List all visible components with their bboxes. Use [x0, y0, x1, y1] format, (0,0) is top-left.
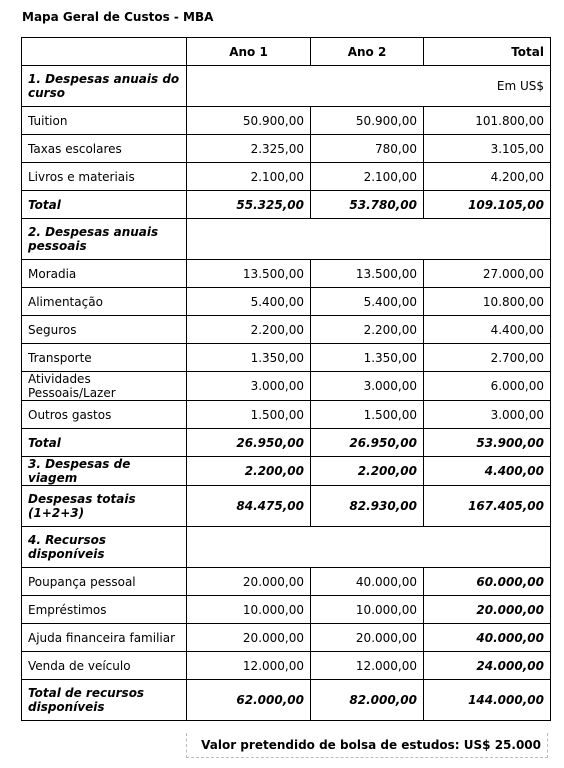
row-year2: 40.000,00 [311, 568, 424, 596]
table-row [22, 107, 551, 135]
total-year1: 26.950,00 [187, 429, 311, 457]
grand-total-year2: 82.930,00 [311, 486, 424, 527]
total-label: Total [22, 191, 187, 219]
header-total: Total [424, 38, 551, 66]
table-row [22, 316, 551, 344]
grand-total-label: Despesas totais (1+2+3) [22, 486, 187, 527]
row-year2: 1.350,00 [311, 344, 424, 372]
total-label: Total de recursos disponíveis [22, 680, 187, 721]
section-4-header [22, 527, 551, 568]
table-row [22, 163, 551, 191]
row-total: 3.000,00 [424, 401, 551, 429]
section-1-label: 1. Despesas anuais do curso [22, 66, 187, 107]
total-year2: 53.780,00 [311, 191, 424, 219]
row-year2: 3.000,00 [311, 372, 424, 401]
table-row [22, 652, 551, 680]
row-label: Taxas escolares [22, 135, 187, 163]
table-row [22, 596, 551, 624]
section-3-year1: 2.200,00 [187, 457, 311, 486]
row-label: Alimentação [22, 288, 187, 316]
table-row [22, 260, 551, 288]
section-3-row [22, 457, 551, 486]
row-year1: 5.400,00 [187, 288, 311, 316]
header-year2: Ano 2 [311, 38, 424, 66]
row-label: Transporte [22, 344, 187, 372]
section-2-blank [187, 219, 551, 260]
row-year2: 13.500,00 [311, 260, 424, 288]
section-1-header [22, 66, 551, 107]
header-row [22, 38, 551, 66]
section-4-label: 4. Recursos disponíveis [22, 527, 187, 568]
row-label: Livros e materiais [22, 163, 187, 191]
section-2-total-row [22, 429, 551, 457]
table-row [22, 344, 551, 372]
scholarship-amount: Valor pretendido de bolsa de estudos: US$ 25.000 [186, 733, 548, 758]
row-year1: 3.000,00 [187, 372, 311, 401]
row-year1: 20.000,00 [187, 624, 311, 652]
table-row [22, 372, 551, 401]
currency-note: Em US$ [187, 66, 551, 107]
section-4-total-row [22, 680, 551, 721]
row-total: 2.700,00 [424, 344, 551, 372]
row-total: 24.000,00 [424, 652, 551, 680]
total-year1: 55.325,00 [187, 191, 311, 219]
total-total: 109.105,00 [424, 191, 551, 219]
row-year1: 2.100,00 [187, 163, 311, 191]
section-2-header [22, 219, 551, 260]
section-3-total: 4.400,00 [424, 457, 551, 486]
table-row [22, 135, 551, 163]
header-year1: Ano 1 [187, 38, 311, 66]
row-year2: 1.500,00 [311, 401, 424, 429]
row-label: Tuition [22, 107, 187, 135]
row-label: Outros gastos [22, 401, 187, 429]
row-year2: 780,00 [311, 135, 424, 163]
row-year1: 2.200,00 [187, 316, 311, 344]
table-row [22, 401, 551, 429]
row-label: Venda de veículo [22, 652, 187, 680]
row-total: 27.000,00 [424, 260, 551, 288]
row-total: 101.800,00 [424, 107, 551, 135]
row-year1: 50.900,00 [187, 107, 311, 135]
row-year1: 12.000,00 [187, 652, 311, 680]
row-total: 6.000,00 [424, 372, 551, 401]
row-year2: 20.000,00 [311, 624, 424, 652]
row-label: Moradia [22, 260, 187, 288]
grand-total-year1: 84.475,00 [187, 486, 311, 527]
row-total: 3.105,00 [424, 135, 551, 163]
row-total: 4.200,00 [424, 163, 551, 191]
total-total: 144.000,00 [424, 680, 551, 721]
row-total: 20.000,00 [424, 596, 551, 624]
section-4-blank [187, 527, 551, 568]
row-year2: 2.200,00 [311, 316, 424, 344]
section-2-label: 2. Despesas anuais pessoais [22, 219, 187, 260]
row-label: Atividades Pessoais/Lazer [22, 372, 187, 401]
row-label: Empréstimos [22, 596, 187, 624]
header-label [22, 38, 187, 66]
row-total: 10.800,00 [424, 288, 551, 316]
row-year2: 50.900,00 [311, 107, 424, 135]
total-total: 53.900,00 [424, 429, 551, 457]
row-total: 60.000,00 [424, 568, 551, 596]
row-label: Poupança pessoal [22, 568, 187, 596]
total-year1: 62.000,00 [187, 680, 311, 721]
row-label: Seguros [22, 316, 187, 344]
row-year1: 20.000,00 [187, 568, 311, 596]
row-year1: 2.325,00 [187, 135, 311, 163]
table-row [22, 288, 551, 316]
page-title: Mapa Geral de Custos - MBA [22, 10, 214, 24]
total-year2: 26.950,00 [311, 429, 424, 457]
row-year2: 10.000,00 [311, 596, 424, 624]
row-year2: 5.400,00 [311, 288, 424, 316]
section-1-total-row [22, 191, 551, 219]
table-row [22, 568, 551, 596]
row-year2: 12.000,00 [311, 652, 424, 680]
row-year1: 13.500,00 [187, 260, 311, 288]
grand-total-row [22, 486, 551, 527]
section-3-label: 3. Despesas de viagem [22, 457, 187, 486]
row-year1: 10.000,00 [187, 596, 311, 624]
section-3-year2: 2.200,00 [311, 457, 424, 486]
row-year1: 1.350,00 [187, 344, 311, 372]
grand-total-total: 167.405,00 [424, 486, 551, 527]
row-year2: 2.100,00 [311, 163, 424, 191]
row-year1: 1.500,00 [187, 401, 311, 429]
table-row [22, 624, 551, 652]
cost-table [21, 37, 551, 721]
total-year2: 82.000,00 [311, 680, 424, 721]
row-label: Ajuda financeira familiar [22, 624, 187, 652]
row-total: 40.000,00 [424, 624, 551, 652]
total-label: Total [22, 429, 187, 457]
row-total: 4.400,00 [424, 316, 551, 344]
